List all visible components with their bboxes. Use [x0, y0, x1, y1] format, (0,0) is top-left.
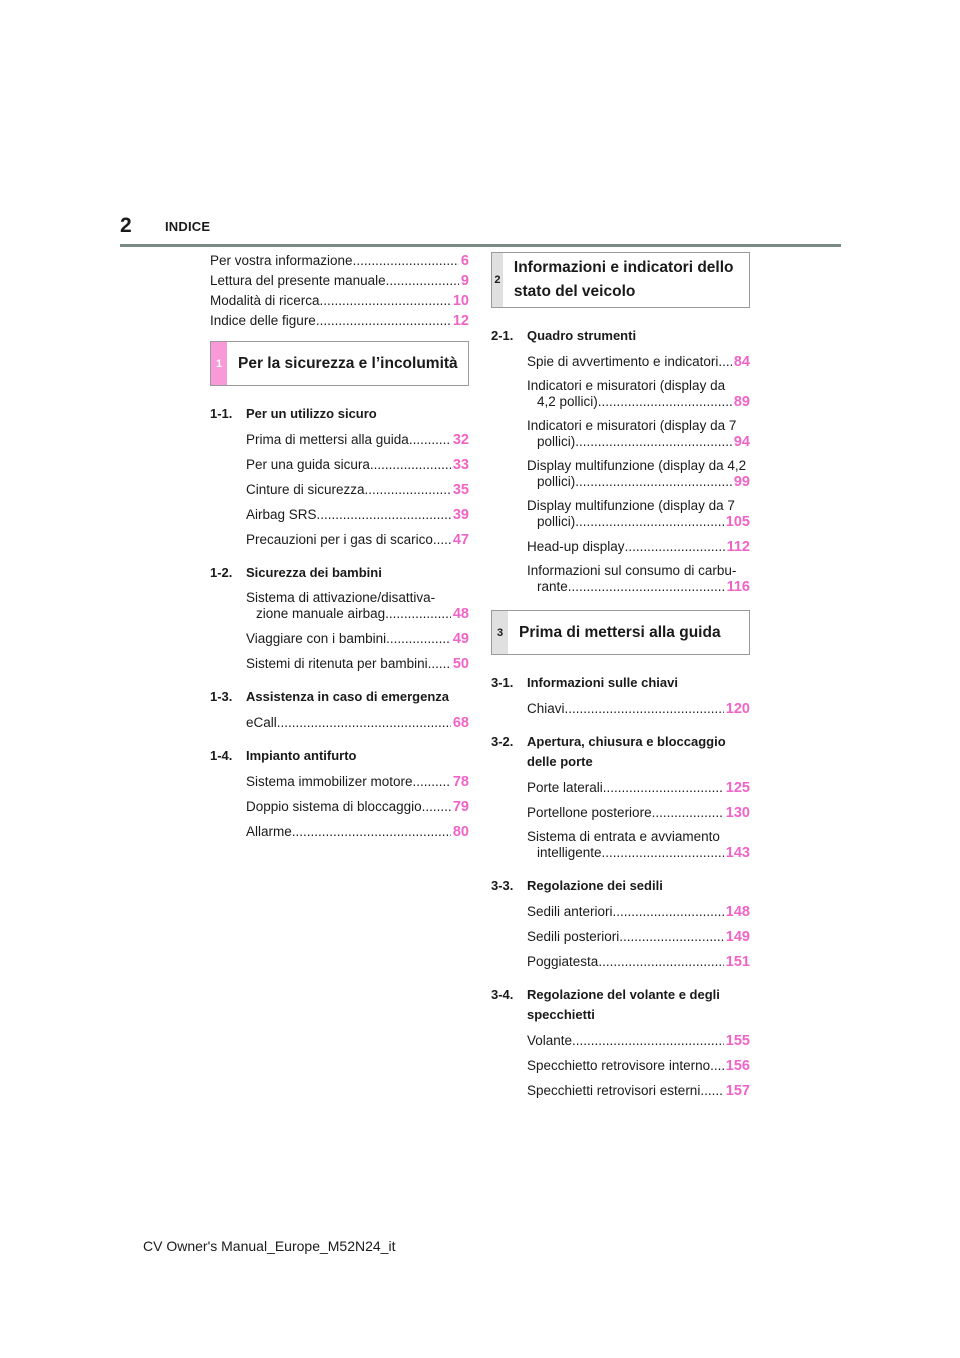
page-ref[interactable]: 33	[452, 457, 469, 473]
section-heading[interactable]	[210, 404, 469, 424]
page-ref[interactable]: 130	[725, 805, 750, 821]
dot-leader	[316, 312, 451, 330]
page-ref[interactable]: 78	[452, 774, 469, 790]
page-ref[interactable]: 49	[452, 631, 469, 647]
page-ref[interactable]: 116	[726, 579, 750, 595]
toc-entry-continuation[interactable]	[527, 473, 750, 491]
toc-entry-label: Viaggiare con i bambini	[246, 631, 387, 646]
toc-entry-line[interactable]	[246, 531, 469, 549]
dot-leader	[386, 272, 459, 290]
section-number: 1-1.	[210, 406, 233, 421]
toc-entry[interactable]	[246, 531, 469, 549]
toc-entry-line[interactable]	[246, 506, 469, 524]
toc-entry-continuation[interactable]	[246, 605, 469, 623]
toc-column-left	[210, 252, 469, 849]
toc-entry[interactable]	[527, 378, 750, 411]
chapter-title: Informazioni e indicatori dello stato del veicolo	[513, 259, 734, 300]
toc-column-right	[491, 252, 750, 1108]
toc-entry-line[interactable]	[527, 353, 750, 371]
toc-entry-label: Indicatori e misuratori (display da 7	[527, 418, 737, 433]
page-ref[interactable]: 68	[452, 715, 469, 731]
page-ref[interactable]: 47	[452, 532, 469, 548]
page-ref[interactable]: 9	[460, 273, 469, 289]
section-title: Sicurezza dei bambini	[246, 565, 382, 580]
chapter-title: Prima di mettersi alla guida	[519, 623, 721, 641]
dot-leader	[598, 393, 732, 411]
section-heading[interactable]	[210, 746, 469, 766]
dot-leader	[575, 513, 724, 531]
page-ref[interactable]: 80	[452, 824, 469, 840]
page-ref[interactable]: 112	[726, 539, 750, 555]
toc-entry-line[interactable]	[246, 431, 469, 449]
toc-entry[interactable]	[527, 353, 750, 371]
toc-entry-line[interactable]	[246, 630, 469, 648]
toc-entry[interactable]	[527, 700, 750, 718]
page-ref[interactable]: 79	[452, 799, 469, 815]
intro-list	[210, 252, 469, 330]
toc-entry-label: Allarme	[246, 824, 292, 839]
section-spacer	[210, 549, 469, 557]
page-ref[interactable]: 151	[725, 954, 750, 970]
dot-leader	[575, 433, 732, 451]
section-title: Quadro strumenti	[527, 328, 637, 343]
toc-entry[interactable]	[246, 590, 469, 623]
section-number: 1-4.	[210, 748, 233, 763]
page-ref[interactable]: 143	[725, 845, 750, 861]
page-ref[interactable]: 149	[725, 929, 750, 945]
section-entries	[210, 431, 469, 549]
dot-leader	[385, 605, 451, 623]
dot-leader	[422, 798, 451, 816]
toc-entry-label: Specchietto retrovisore interno	[527, 1058, 711, 1073]
section-number: 1-3.	[210, 689, 233, 704]
toc-entry-label: Poggiatesta	[527, 954, 599, 969]
section-number: 3-3.	[491, 878, 514, 893]
section-heading[interactable]	[491, 876, 750, 896]
dot-leader	[625, 538, 725, 556]
section-heading[interactable]	[491, 673, 750, 693]
dot-leader	[428, 655, 451, 673]
toc-entry[interactable]	[210, 312, 469, 330]
toc-entry-line[interactable]	[246, 655, 469, 673]
dot-leader	[700, 1082, 723, 1100]
section-spacer	[491, 971, 750, 979]
chapter-heading-2[interactable]	[491, 252, 750, 308]
toc-entry[interactable]	[246, 823, 469, 841]
toc-entry-continuation[interactable]	[527, 578, 750, 596]
toc-entry-continuation[interactable]	[527, 844, 750, 862]
toc-entry[interactable]	[210, 292, 469, 310]
section-spacer	[491, 862, 750, 870]
dot-leader	[718, 353, 732, 371]
toc-entry-label: eCall	[246, 715, 277, 730]
toc-entry[interactable]	[527, 458, 750, 491]
section-number: 3-2.	[491, 734, 514, 749]
section-spacer	[491, 1100, 750, 1108]
page-ref[interactable]: 148	[725, 904, 750, 920]
toc-entry-label: Per vostra informazione	[210, 253, 353, 268]
page-ref[interactable]: 105	[725, 514, 750, 530]
toc-entry-label: Porte laterali	[527, 780, 603, 795]
dot-leader	[386, 630, 451, 648]
dot-leader	[320, 292, 451, 310]
toc-entry-label: pollici)	[537, 514, 576, 529]
section-heading[interactable]	[210, 563, 469, 583]
section-number: 3-1.	[491, 675, 514, 690]
header-rule	[120, 244, 841, 247]
section-number: 2-1.	[491, 328, 514, 343]
toc-entry-label: Chiavi	[527, 701, 565, 716]
dot-leader	[413, 773, 451, 791]
section-title: Impianto antifurto	[246, 748, 357, 763]
dot-leader	[575, 473, 732, 491]
toc-entry-line[interactable]	[246, 823, 469, 841]
section-entries	[491, 353, 750, 596]
page-ref[interactable]: 125	[725, 780, 750, 796]
toc-entry-label: Volante	[527, 1033, 573, 1048]
section-entries	[491, 779, 750, 862]
chapter-number-tab: 1	[211, 342, 227, 385]
dot-leader	[652, 804, 724, 822]
toc-entry-label: intelligente	[537, 845, 602, 860]
chapter-heading-3[interactable]	[491, 610, 750, 655]
page-ref[interactable]: 120	[725, 701, 750, 717]
dot-leader	[365, 481, 451, 499]
dot-leader	[317, 506, 451, 524]
toc-entry-continuation[interactable]	[527, 433, 750, 451]
section-heading[interactable]	[210, 687, 469, 707]
toc-entry-label: Indice delle figure	[210, 313, 316, 328]
toc-entry-label: Display multifunzione (display da 4,2	[527, 458, 747, 473]
toc-entry[interactable]	[527, 829, 750, 862]
section-entries	[210, 714, 469, 732]
toc-entry-label: rante	[537, 579, 568, 594]
toc-entry[interactable]	[527, 1057, 750, 1075]
toc-entry-label: Sistema di attivazione/disattiva-	[246, 590, 436, 605]
section-heading[interactable]	[491, 985, 750, 1025]
toc-entry[interactable]	[210, 272, 469, 290]
page-ref[interactable]: 32	[452, 432, 469, 448]
section-spacer	[210, 732, 469, 740]
toc-entry[interactable]	[527, 953, 750, 971]
toc-entry-label: Precauzioni per i gas di scarico	[246, 532, 433, 547]
toc-entry[interactable]	[246, 506, 469, 524]
toc-entry-continuation[interactable]	[527, 513, 750, 531]
toc-entry[interactable]	[527, 1082, 750, 1100]
toc-entry-label: Doppio sistema di bloccaggio	[246, 799, 422, 814]
toc-entry[interactable]	[210, 252, 469, 270]
toc-entry[interactable]	[246, 773, 469, 791]
section-entries	[491, 903, 750, 971]
page-number: 2	[120, 214, 132, 237]
toc-entry-line[interactable]	[246, 456, 469, 474]
toc-entry-label: Spie di avvertimento e indicatori	[527, 354, 719, 369]
dot-leader	[292, 823, 451, 841]
dot-leader	[613, 903, 724, 921]
section-spacer	[210, 841, 469, 849]
dot-leader	[572, 1032, 724, 1050]
toc-entry-label: pollici)	[537, 434, 576, 449]
toc-entry[interactable]	[527, 563, 750, 596]
footer-text: CV Owner's Manual_Europe_M52N24_it	[143, 1238, 396, 1254]
section-title: Assistenza in caso di emergenza	[246, 689, 450, 704]
page-ref[interactable]: 12	[452, 313, 469, 329]
toc-entry[interactable]	[527, 928, 750, 946]
dot-leader	[565, 700, 724, 718]
toc-entry[interactable]	[246, 798, 469, 816]
toc-entry-label: Prima di mettersi alla guida	[246, 432, 409, 447]
header-title: INDICE	[165, 219, 211, 234]
toc-entry-line[interactable]	[527, 700, 750, 718]
toc-entry-label: Lettura del presente manuale	[210, 273, 386, 288]
toc-entry-line[interactable]	[527, 928, 750, 946]
toc-entry-line[interactable]	[527, 1082, 750, 1100]
toc-entry-line[interactable]	[527, 1057, 750, 1075]
section-spacer	[491, 718, 750, 726]
section-number: 1-2.	[210, 565, 233, 580]
page-ref[interactable]: 99	[733, 474, 750, 490]
toc-entry-label: Informazioni sul consumo di carbu-	[527, 563, 737, 578]
section-title: Regolazione del volante e degli specchietti	[527, 987, 720, 1022]
section-spacer	[491, 596, 750, 604]
page-ref[interactable]: 94	[733, 434, 750, 450]
page-ref[interactable]: 50	[452, 656, 469, 672]
toc-entry[interactable]	[527, 418, 750, 451]
dot-leader	[603, 779, 724, 797]
section-entries	[210, 773, 469, 841]
toc-entry[interactable]	[527, 498, 750, 531]
page-ref[interactable]: 155	[725, 1033, 750, 1049]
toc-entry[interactable]	[527, 538, 750, 556]
toc-entry[interactable]	[527, 1032, 750, 1050]
toc-entry[interactable]	[246, 714, 469, 732]
page-ref[interactable]: 48	[452, 606, 469, 622]
chapter-title: Per la sicurezza e l’incolumità	[238, 354, 458, 372]
toc-entry-label: Per una guida sicura	[246, 457, 370, 472]
page-ref[interactable]: 157	[725, 1083, 750, 1099]
toc-entry-label: Display multifunzione (display da 7	[527, 498, 735, 513]
section-number: 3-4.	[491, 987, 514, 1002]
page-ref[interactable]: 89	[733, 394, 750, 410]
toc-entry[interactable]	[527, 779, 750, 797]
page-ref[interactable]: 35	[452, 482, 469, 498]
toc-entry-line[interactable]	[527, 804, 750, 822]
chapter-heading-1[interactable]	[210, 341, 469, 386]
toc-entry[interactable]	[246, 630, 469, 648]
toc-entry-label: pollici)	[537, 474, 576, 489]
toc-entry-continuation[interactable]	[527, 393, 750, 411]
dot-leader	[433, 531, 451, 549]
section-title: Regolazione dei sedili	[527, 878, 663, 893]
section-title: Per un utilizzo sicuro	[246, 406, 377, 421]
page-ref[interactable]: 39	[452, 507, 469, 523]
toc-entry[interactable]	[246, 481, 469, 499]
toc-entry-label: Head-up display	[527, 539, 625, 554]
page-ref[interactable]: 84	[733, 354, 750, 370]
toc-entry[interactable]	[527, 804, 750, 822]
dot-leader	[710, 1057, 724, 1075]
dot-leader	[370, 456, 451, 474]
dot-leader	[568, 578, 725, 596]
dot-leader	[277, 714, 451, 732]
toc-entry[interactable]	[246, 431, 469, 449]
section-heading[interactable]	[491, 732, 750, 772]
toc-entry-label: Cinture di sicurezza	[246, 482, 365, 497]
toc-entry[interactable]	[527, 903, 750, 921]
toc-entry-label: Sistema di entrata e avviamento	[527, 829, 720, 844]
section-entries	[491, 700, 750, 718]
toc-entry-line[interactable]	[246, 773, 469, 791]
dot-leader	[353, 252, 459, 270]
toc-entry-label: Portellone posteriore	[527, 805, 652, 820]
section-entries	[491, 1032, 750, 1100]
dot-leader	[409, 431, 451, 449]
toc-entry-label: Sedili posteriori	[527, 929, 620, 944]
toc-entry-label: Specchietti retrovisori esterni	[527, 1083, 701, 1098]
toc-entry-line[interactable]	[527, 779, 750, 797]
toc-entry-line[interactable]	[246, 481, 469, 499]
dot-leader	[602, 844, 724, 862]
toc-entry-line[interactable]	[527, 1032, 750, 1050]
toc-entry-line[interactable]	[246, 798, 469, 816]
toc-entry-label: Indicatori e misuratori (display da	[527, 378, 726, 393]
section-entries	[210, 590, 469, 673]
page-ref[interactable]: 6	[460, 253, 469, 269]
toc-entry-label: Airbag SRS	[246, 507, 317, 522]
section-spacer	[210, 673, 469, 681]
toc-entry-line[interactable]	[527, 903, 750, 921]
toc-entry-label: 4,2 pollici)	[537, 394, 598, 409]
toc-entry[interactable]	[246, 655, 469, 673]
toc-entry-label: Sedili anteriori	[527, 904, 613, 919]
toc-entry[interactable]	[246, 456, 469, 474]
section-title: Apertura, chiusura e bloccaggio delle porte	[527, 734, 726, 769]
chapter-number-tab: 3	[492, 611, 508, 654]
toc-entry-line[interactable]	[246, 714, 469, 732]
toc-entry-label: Modalità di ricerca	[210, 293, 320, 308]
toc-entry-label: Sistemi di ritenuta per bambini	[246, 656, 428, 671]
section-title: Informazioni sulle chiavi	[527, 675, 678, 690]
dot-leader	[619, 928, 724, 946]
dot-leader	[598, 953, 723, 971]
toc-entry-line[interactable]	[527, 953, 750, 971]
toc-entry-label: Sistema immobilizer motore	[246, 774, 413, 789]
toc-entry-label: zione manuale airbag	[256, 606, 386, 621]
page-ref[interactable]: 156	[725, 1058, 750, 1074]
toc-entry-line[interactable]	[527, 538, 750, 556]
page-ref[interactable]: 10	[452, 293, 469, 309]
chapter-number-tab: 2	[492, 253, 503, 307]
section-heading[interactable]	[491, 326, 750, 346]
